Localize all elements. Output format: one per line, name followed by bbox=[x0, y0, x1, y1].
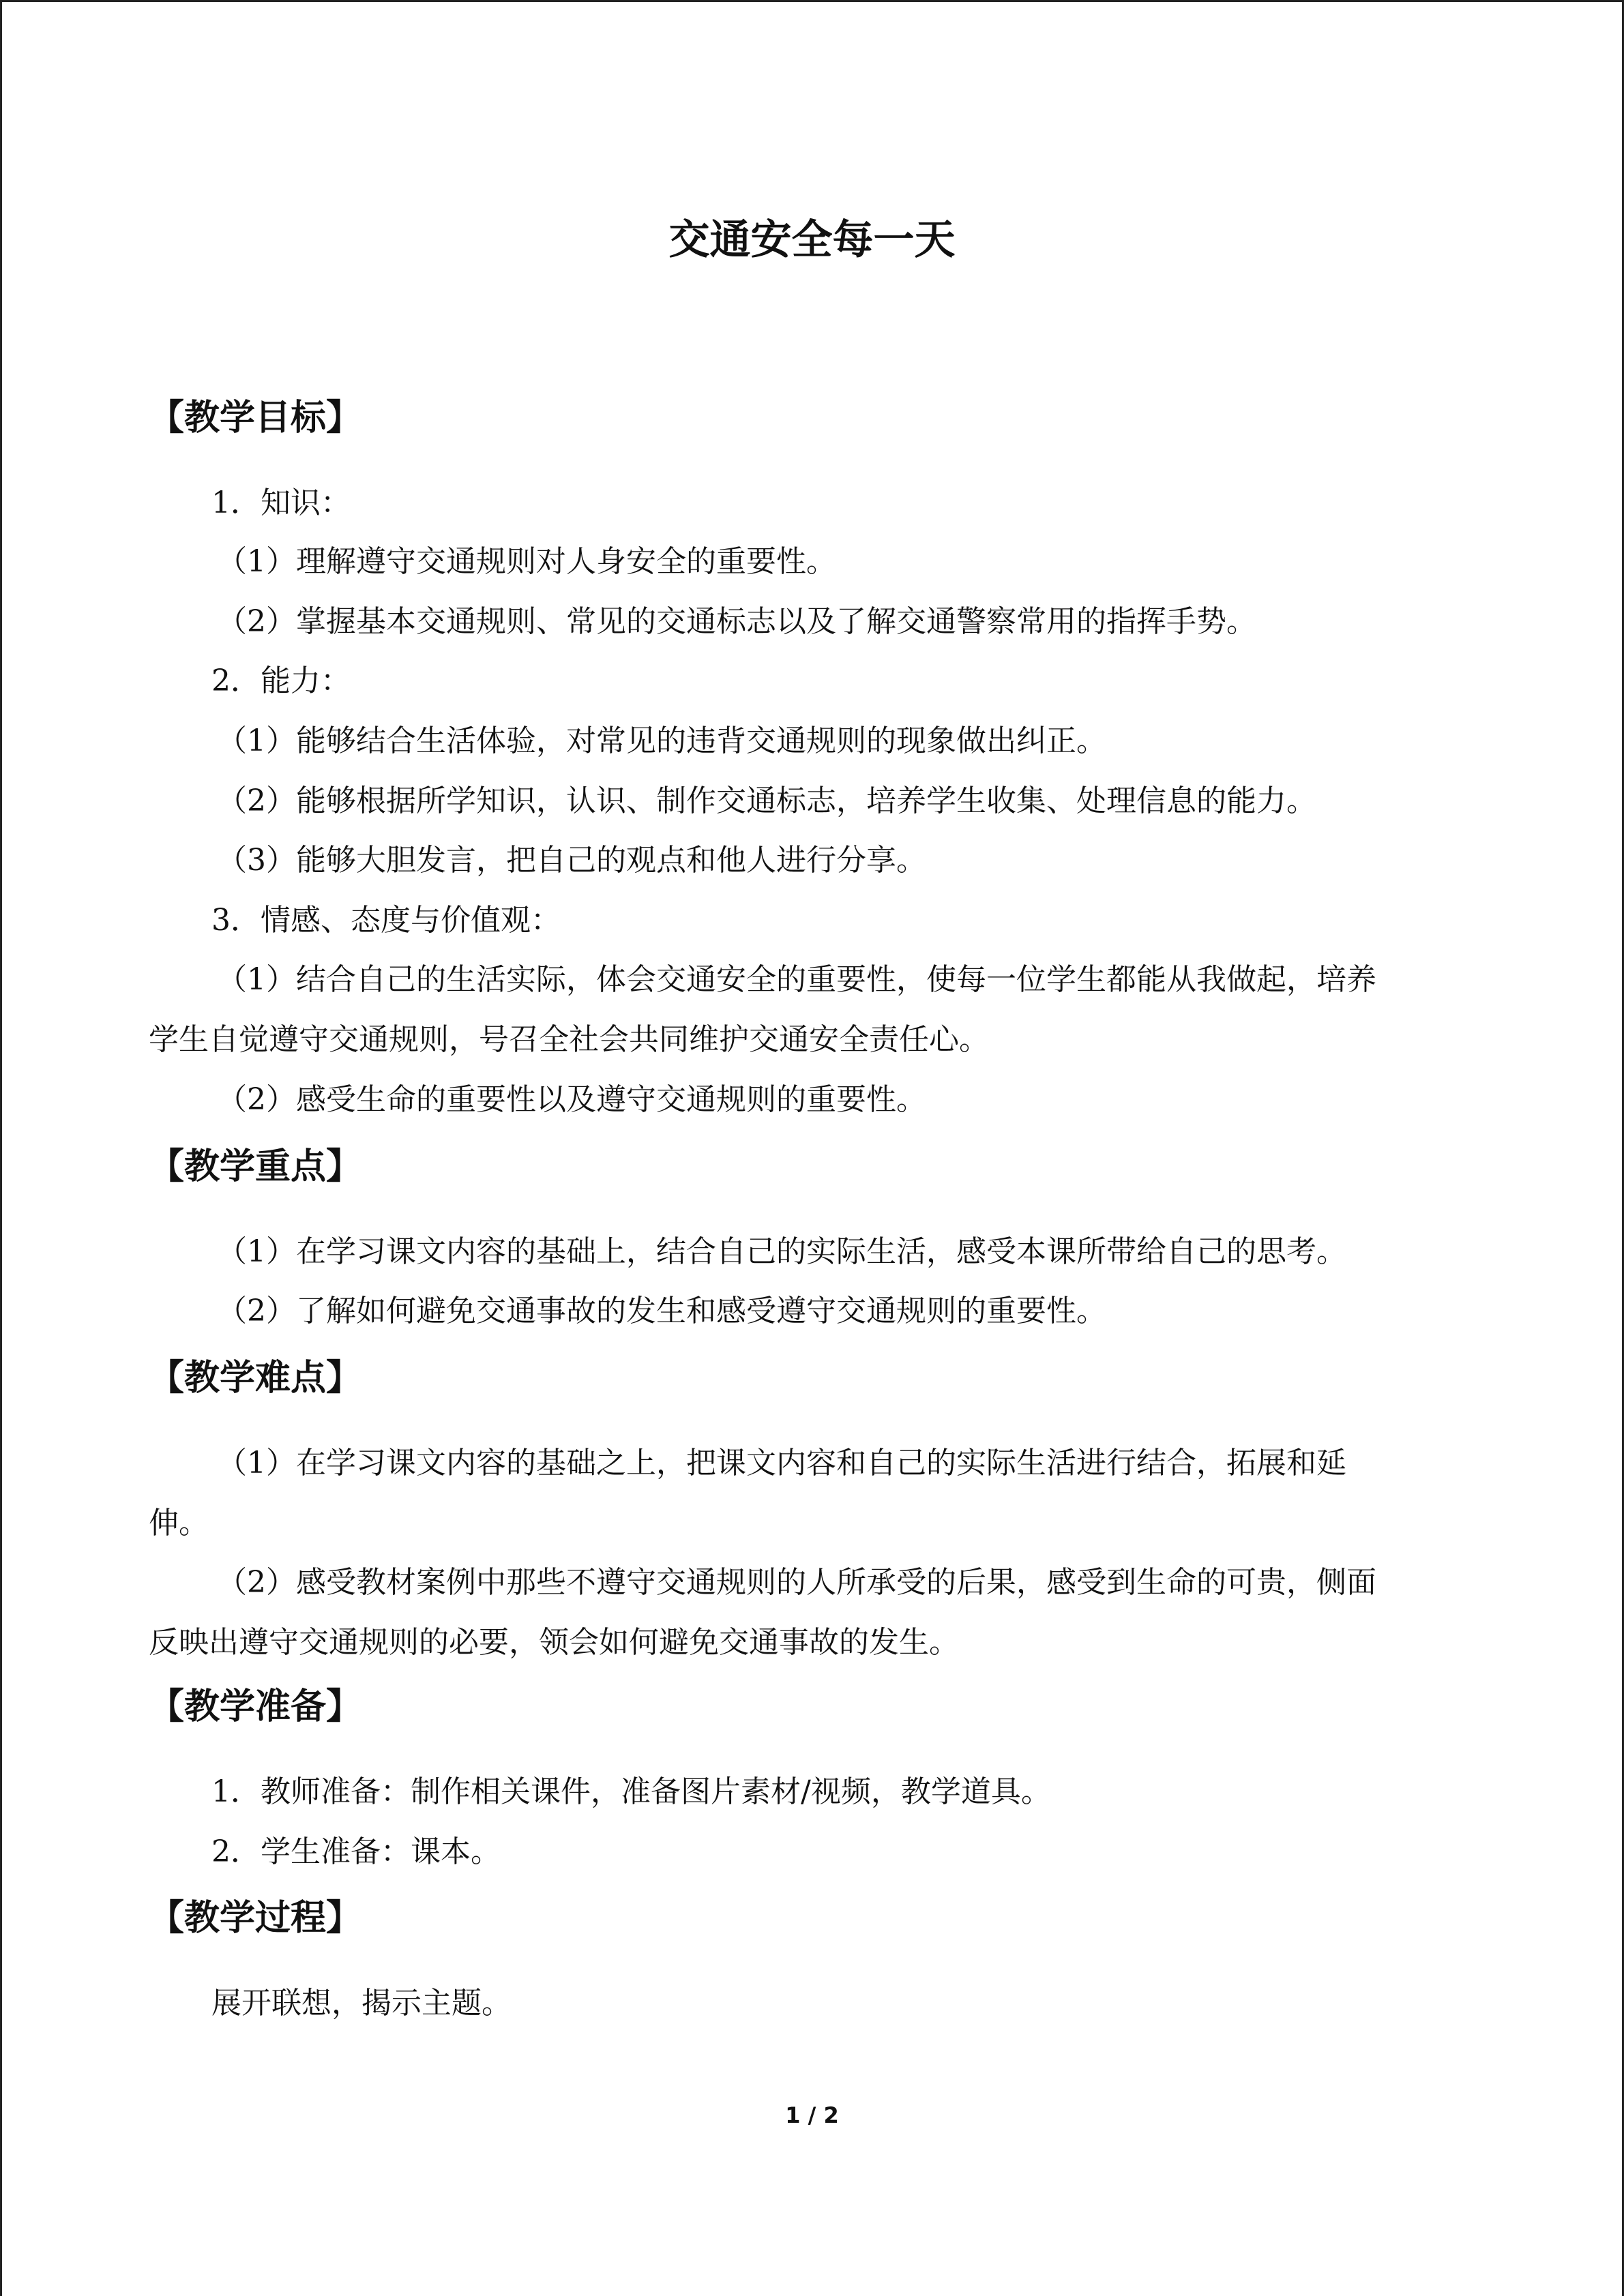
key-point-1: （1）在学习课文内容的基础上，结合自己的实际生活，感受本课所带给自己的思考。 bbox=[217, 1234, 1346, 1269]
difficulty-1-line-1: （1）在学习课文内容的基础之上，把课文内容和自己的实际生活进行结合，拓展和延 bbox=[217, 1446, 1346, 1480]
heading-preparation: 【教学准备】 bbox=[149, 1686, 362, 1727]
difficulty-2-line-1: （2）感受教材案例中那些不遵守交通规则的人所承受的后果，感受到生命的可贵，侧面 bbox=[217, 1565, 1376, 1600]
objective-ability-2: （2）能够根据所学知识，认识、制作交通标志，培养学生收集、处理信息的能力。 bbox=[217, 784, 1316, 818]
objective-emotion-1-line-1: （1）结合自己的生活实际，体会交通安全的重要性，使每一位学生都能从我做起，培养 bbox=[217, 962, 1376, 997]
difficulty-2-line-2: 反映出遵守交通规则的必要，领会如何避免交通事故的发生。 bbox=[149, 1625, 959, 1660]
page-number: 1 / 2 bbox=[785, 2102, 839, 2128]
objective-knowledge-label: 1．知识： bbox=[211, 486, 351, 520]
objective-knowledge-1: （1）理解遵守交通规则对人身安全的重要性。 bbox=[217, 544, 836, 579]
objective-emotion-2: （2）感受生命的重要性以及遵守交通规则的重要性。 bbox=[217, 1082, 926, 1117]
objective-emotion-1-line-2: 学生自觉遵守交通规则，号召全社会共同维护交通安全责任心。 bbox=[149, 1022, 989, 1057]
heading-objectives: 【教学目标】 bbox=[149, 398, 362, 438]
objective-ability-1: （1）能够结合生活体验，对常见的违背交通规则的现象做出纠正。 bbox=[217, 724, 1106, 758]
objective-emotion-label: 3．情感、态度与价值观： bbox=[211, 903, 561, 938]
heading-process: 【教学过程】 bbox=[149, 1898, 362, 1939]
preparation-1: 1．教师准备：制作相关课件，准备图片素材/视频，教学道具。 bbox=[211, 1774, 1051, 1809]
objective-ability-3: （3）能够大胆发言，把自己的观点和他人进行分享。 bbox=[217, 843, 926, 878]
page-border-top bbox=[0, 0, 1624, 2]
difficulty-1-line-2: 伸。 bbox=[149, 1506, 209, 1540]
process-1: 展开联想，揭示主题。 bbox=[211, 1986, 512, 2021]
preparation-2: 2．学生准备：课本。 bbox=[211, 1834, 501, 1869]
document-title: 交通安全每一天 bbox=[668, 216, 956, 264]
page-border-left bbox=[0, 0, 2, 2296]
key-point-2: （2）了解如何避免交通事故的发生和感受遵守交通规则的重要性。 bbox=[217, 1294, 1106, 1328]
objective-ability-label: 2．能力： bbox=[211, 664, 351, 698]
heading-key-points: 【教学重点】 bbox=[149, 1146, 362, 1187]
objective-knowledge-2: （2）掌握基本交通规则、常见的交通标志以及了解交通警察常用的指挥手势。 bbox=[217, 604, 1256, 639]
heading-difficulties: 【教学难点】 bbox=[149, 1358, 362, 1399]
